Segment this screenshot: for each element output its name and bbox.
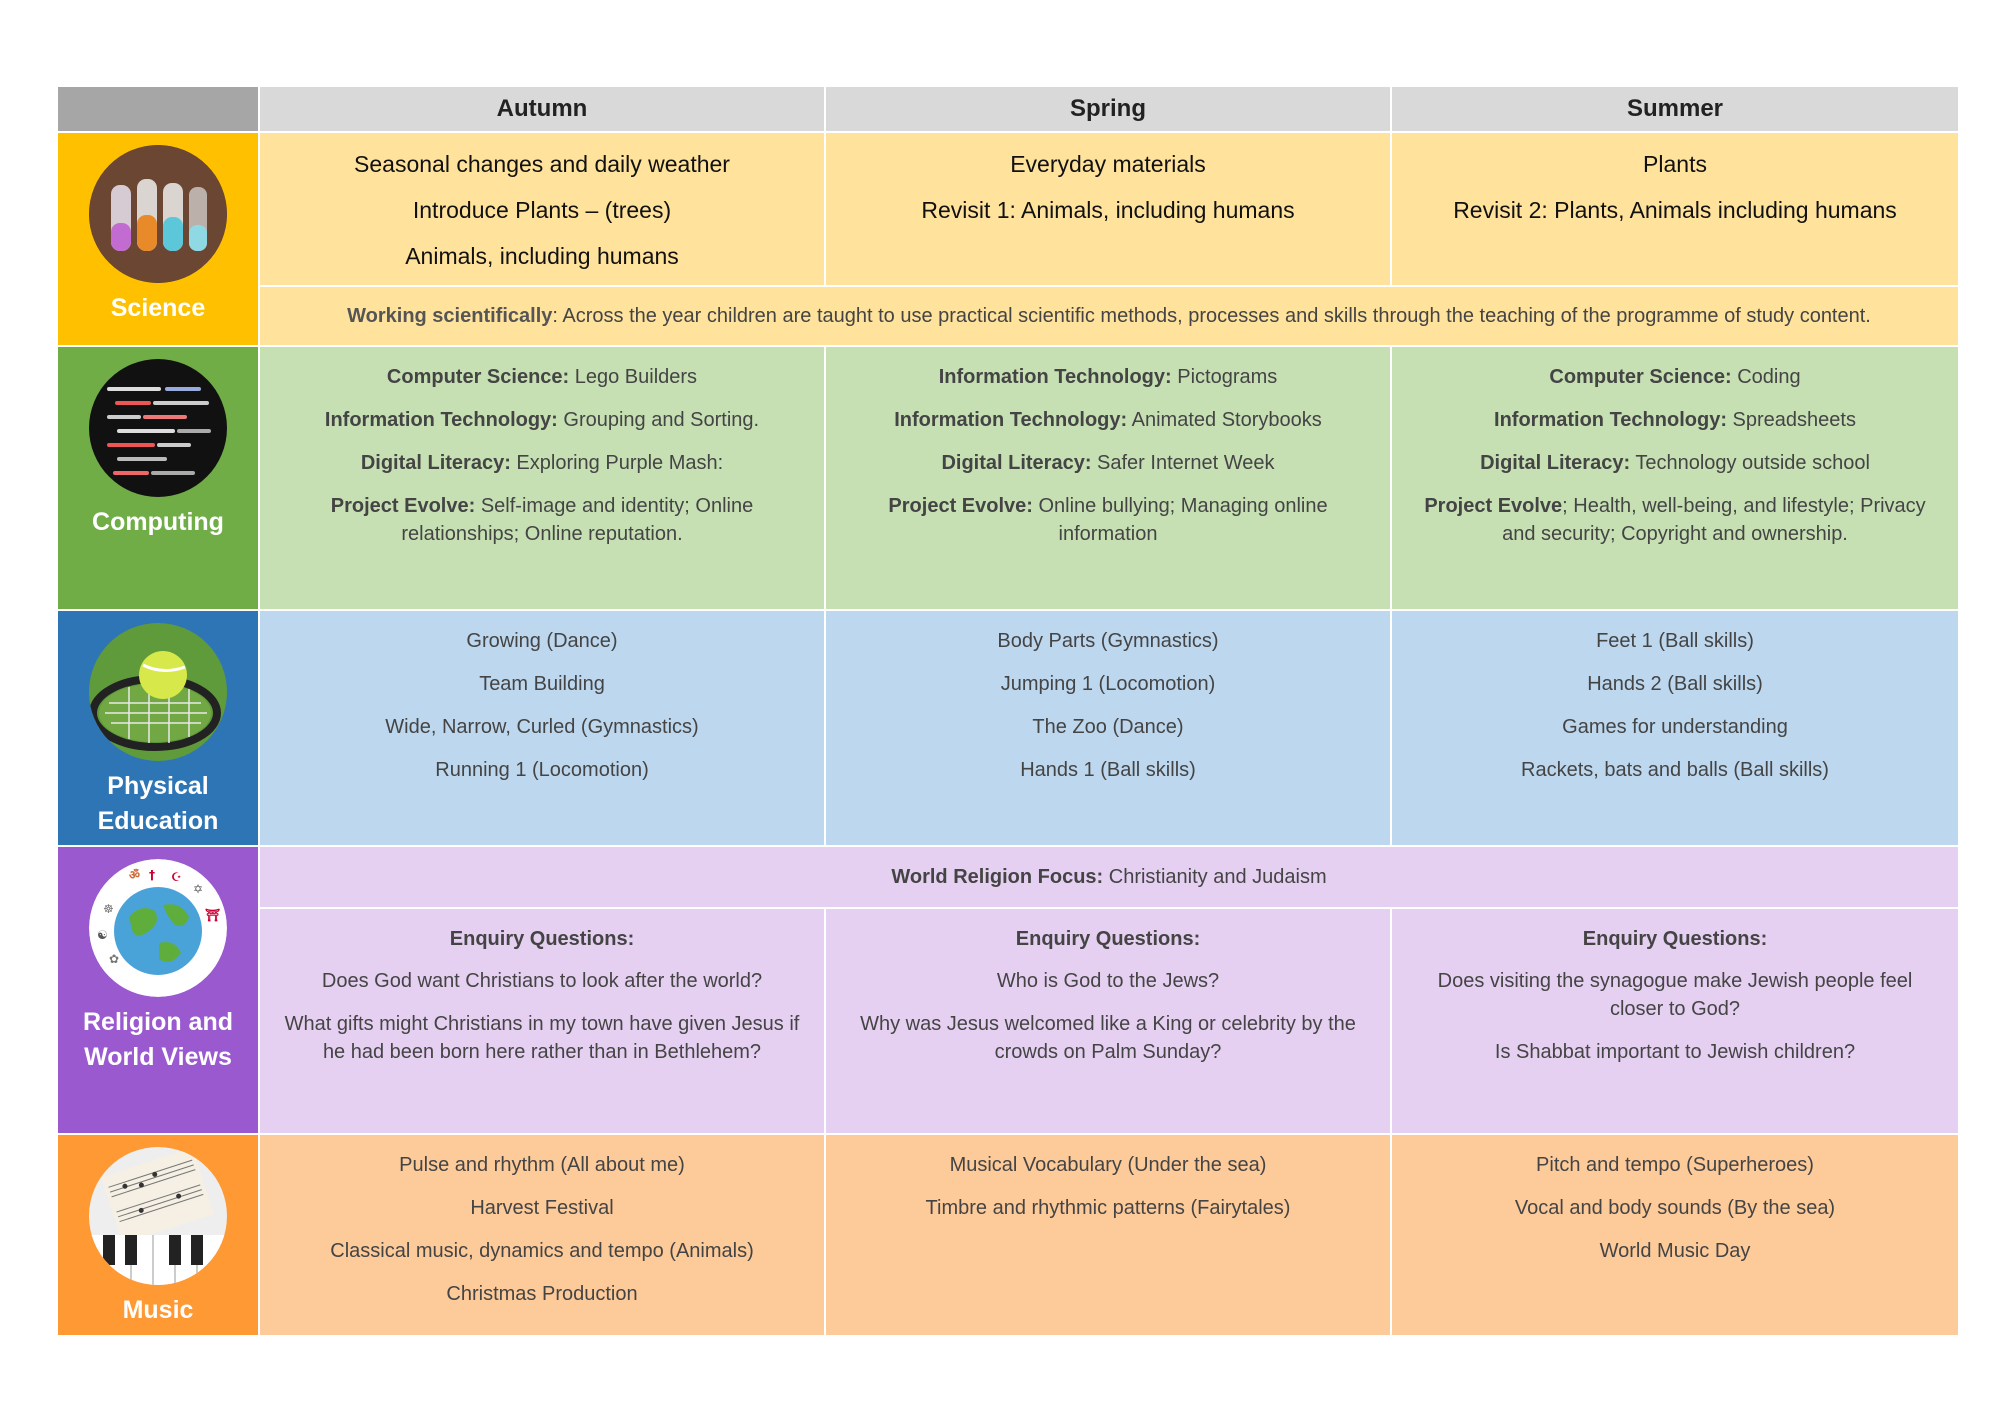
working-scientifically: [260, 287, 1958, 345]
test-tubes-icon: [89, 145, 227, 283]
svg-text:✿: ✿: [109, 952, 120, 966]
topic: Hands 2 (Ball skills): [1587, 673, 1763, 695]
topic: Body Parts (Gymnastics): [997, 630, 1219, 652]
curriculum-table: [58, 87, 1952, 1335]
pe-autumn: [260, 611, 824, 845]
music-spring: [826, 1135, 1390, 1335]
topic: Information Technology: Spreadsheets: [1494, 409, 1856, 431]
topic: Musical Vocabulary (Under the sea): [949, 1154, 1267, 1176]
topic: World Music Day: [1599, 1240, 1751, 1262]
subject-science: [58, 133, 258, 345]
question: Is Shabbat important to Jewish children?: [1494, 1041, 1856, 1063]
subject-label-line2: Education: [97, 807, 219, 835]
topic: Information Technology: Grouping and Sorting.: [324, 409, 760, 431]
topic: Revisit 1: Animals, including humans: [921, 197, 1295, 223]
topic: Digital Literacy: Exploring Purple Mash:: [360, 452, 724, 474]
svg-text:†: †: [149, 868, 155, 882]
topic: Team Building: [479, 673, 605, 695]
topic: Revisit 2: Plants, Animals including humans: [1453, 197, 1897, 223]
enquiry-heading: Enquiry Questions:: [1582, 928, 1768, 950]
topic: Digital Literacy: Safer Internet Week: [941, 452, 1275, 474]
topic: Computer Science: Coding: [1549, 366, 1801, 388]
question: What gifts might Christians in my town have given Jesus if he had been born here rather than in Bethlehem?: [284, 1013, 800, 1063]
pe-spring: [826, 611, 1390, 845]
topic: Growing (Dance): [466, 630, 618, 652]
topic: Timbre and rhythmic patterns (Fairytales): [925, 1197, 1291, 1219]
topic: Plants: [1643, 151, 1707, 177]
topic: Project Evolve; Health, well-being, and lifestyle; Privacy and security; Copyright and ownership.: [1424, 495, 1926, 545]
focus-label: World Religion Focus:: [891, 865, 1104, 888]
subject-label-line1: Physical: [107, 772, 209, 800]
topic: Wide, Narrow, Curled (Gymnastics): [385, 716, 699, 738]
subject-label-line1: Religion and: [83, 1008, 233, 1036]
enquiry-heading: Enquiry Questions:: [449, 928, 635, 950]
topic: Vocal and body sounds (By the sea): [1514, 1197, 1836, 1219]
subject-label: Music: [122, 1296, 194, 1324]
piano-sheet-music-icon: [89, 1147, 227, 1285]
question: Does visiting the synagogue make Jewish people feel closer to God?: [1437, 970, 1913, 1020]
topic: Feet 1 (Ball skills): [1596, 630, 1754, 652]
computing-summer: [1392, 347, 1958, 609]
topic: Seasonal changes and daily weather: [354, 151, 730, 177]
header-summer: Summer: [1392, 87, 1958, 131]
science-autumn: [260, 133, 824, 285]
topic: Games for understanding: [1562, 716, 1788, 738]
music-autumn: [260, 1135, 824, 1335]
subject-label-line2: World Views: [84, 1043, 232, 1071]
topic: Project Evolve: Self-image and identity; Online relationships; Online reputation.: [330, 495, 754, 545]
working-text: : Across the year children are taught to use practical scientific methods, processes and skills through the teaching of the programme of study content.: [552, 304, 1871, 327]
topic: Classical music, dynamics and tempo (Animals): [330, 1240, 754, 1262]
music-summer: [1392, 1135, 1958, 1335]
world-religion-focus: [260, 847, 1958, 907]
topic: Information Technology: Pictograms: [938, 366, 1278, 388]
topic: Pulse and rhythm (All about me): [399, 1154, 685, 1176]
svg-text:☯: ☯: [97, 928, 108, 942]
focus-text: Christianity and Judaism: [1103, 865, 1327, 888]
working-label: Working scientifically: [347, 304, 553, 327]
svg-text:⛩: ⛩: [205, 908, 221, 922]
topic: Digital Literacy: Technology outside school: [1480, 452, 1870, 474]
topic: Running 1 (Locomotion): [435, 759, 649, 781]
header-autumn: Autumn: [260, 87, 824, 131]
subject-physical-education: [58, 611, 258, 845]
header-corner: [58, 87, 258, 131]
question: Does God want Christians to look after the world?: [321, 970, 763, 992]
topic: Harvest Festival: [470, 1197, 614, 1219]
science-spring: [826, 133, 1390, 285]
question: Why was Jesus welcomed like a King or celebrity by the crowds on Palm Sunday?: [860, 1013, 1356, 1063]
computing-autumn: [260, 347, 824, 609]
subject-label: Computing: [92, 508, 224, 536]
religion-spring: [826, 909, 1390, 1133]
pe-summer: [1392, 611, 1958, 845]
subject-computing: [58, 347, 258, 609]
topic: Introduce Plants – (trees): [412, 197, 672, 223]
globe-icon: [89, 859, 227, 997]
topic: Hands 1 (Ball skills): [1020, 759, 1196, 781]
topic: Everyday materials: [1010, 151, 1206, 177]
subject-label: Science: [110, 294, 206, 322]
religion-summer: [1392, 909, 1958, 1133]
svg-text:✡: ✡: [193, 882, 204, 896]
topic: Rackets, bats and balls (Ball skills): [1521, 759, 1829, 781]
topic: Christmas Production: [446, 1283, 638, 1305]
religion-autumn: [260, 909, 824, 1133]
question: Who is God to the Jews?: [996, 970, 1220, 992]
topic: Jumping 1 (Locomotion): [1000, 673, 1216, 695]
enquiry-heading: Enquiry Questions:: [1015, 928, 1201, 950]
topic: Project Evolve: Online bullying; Managing online information: [888, 495, 1328, 545]
topic: Computer Science: Lego Builders: [386, 366, 698, 388]
computing-spring: [826, 347, 1390, 609]
svg-text:ॐ: ॐ: [129, 868, 140, 882]
tennis-ball-icon: [89, 623, 227, 761]
subject-religion: [58, 847, 258, 1133]
topic: Pitch and tempo (Superheroes): [1536, 1154, 1814, 1176]
header-spring: Spring: [826, 87, 1390, 131]
subject-music: [58, 1135, 258, 1335]
science-summer: [1392, 133, 1958, 285]
topic: Animals, including humans: [405, 243, 679, 269]
code-screen-icon: [89, 359, 227, 497]
svg-text:☸: ☸: [103, 902, 114, 916]
topic: The Zoo (Dance): [1032, 716, 1184, 738]
svg-text:☪: ☪: [171, 870, 182, 884]
topic: Information Technology: Animated Storybooks: [894, 409, 1322, 431]
